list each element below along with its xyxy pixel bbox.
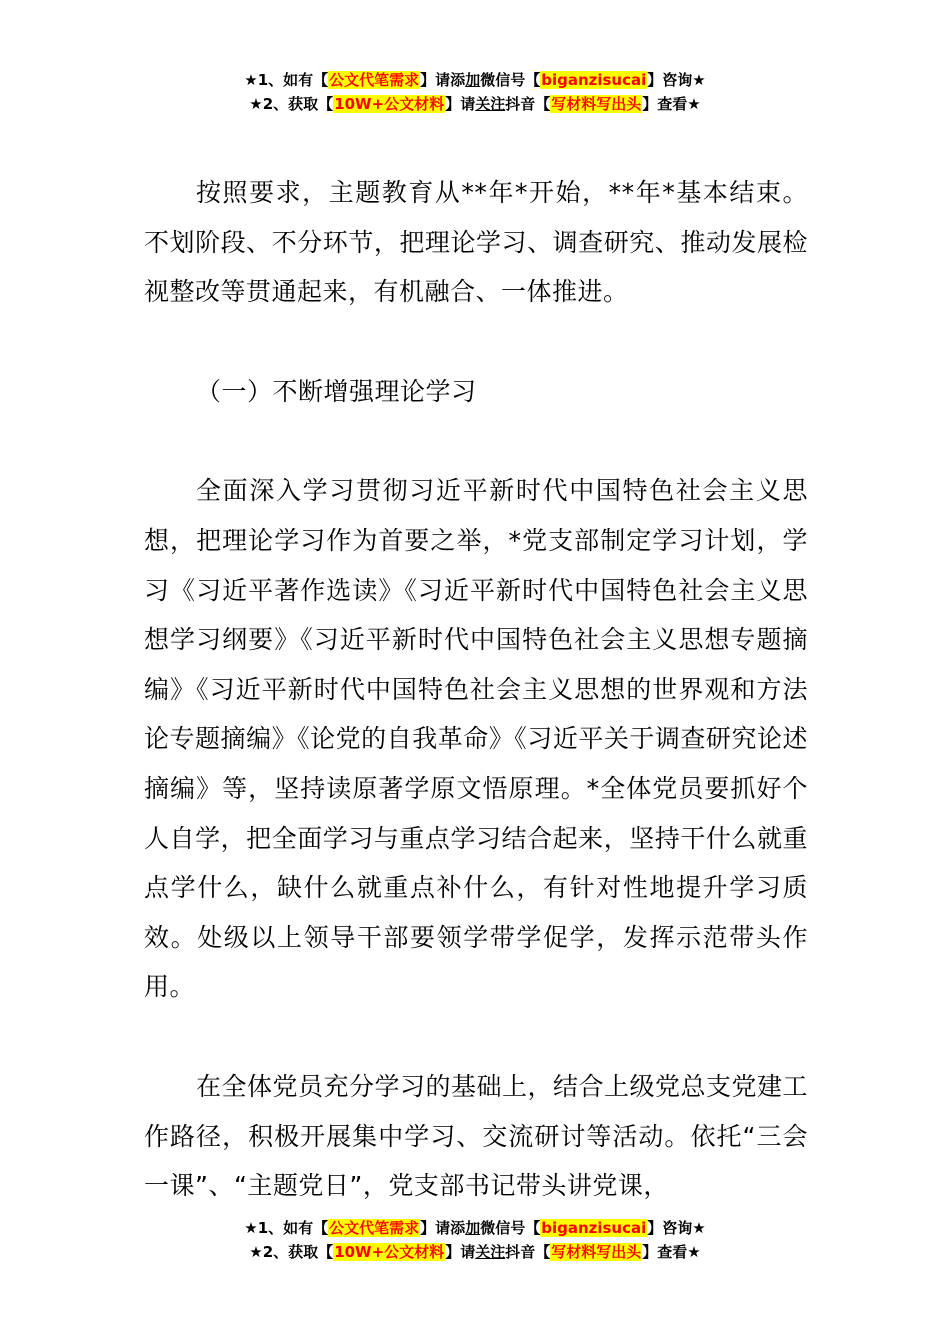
banner-text: 】咨询★: [647, 1219, 706, 1237]
banner-highlight: 10W+公文材料: [334, 95, 445, 113]
banner-text: 】查看★: [642, 1243, 701, 1261]
banner-text: ★2、获取【: [249, 1243, 334, 1261]
banner-text: 抖音【: [505, 1243, 551, 1261]
banner-text: 】咨询★: [647, 71, 706, 89]
paragraph-gap: [144, 416, 808, 466]
banner-text: 】查看★: [642, 95, 701, 113]
paragraph-gap: [144, 1012, 808, 1062]
banner-text: ★1、如有【: [244, 1219, 329, 1237]
banner-text: ★1、如有【: [244, 71, 329, 89]
paragraph-collective-study: 在全体党员充分学习的基础上，结合上级党总支党建工作路径，积极开展集中学习、交流研讨等活动。依托“三会一课”、“主题党日”，党支部书记带头讲党课，: [144, 1071, 809, 1201]
banner-line-2: [0, 1240, 950, 1264]
banner-line-1: [0, 1216, 950, 1240]
banner-text: 微信号【: [480, 1219, 541, 1237]
section-heading: （一）不断增强理论学习: [196, 376, 477, 406]
banner-text: 微信号【: [480, 71, 541, 89]
paragraph-intro: 按照要求，主题教育从**年*开始，**年*基本结束。不划阶段、不分环节，把理论学习、调查研究、推动发展检视整改等贯通起来，有机融合、一体推进。: [144, 178, 808, 307]
banner-underlined: 加: [465, 71, 481, 89]
banner-highlight: 公文代笔需求: [329, 71, 420, 89]
banner-highlight: 公文代笔需求: [329, 1219, 420, 1237]
document-body: [144, 168, 808, 1211]
paragraph-theory-study: 全面深入学习贯彻习近平新时代中国特色社会主义思想，把理论学习作为首要之举，*党支部制定学习计划，学习《习近平著作选读》《习近平新时代中国特色社会主义思想学习纲要》《习近平新时代中国特色社会主义思想专题摘编》《习近平新时代中国特色社会主义思想的世界观和方法论专题摘编》《论党的自我革命》《习近平关于调查研究论述摘编》等，坚持读原著学原文悟原理。*全体党员要抓好个人自学，把全面学习与重点学习结合起来，坚持干什么就重点学什么，缺什么就重点补什么，有针对性地提升学习质效。处级以上领导干部要领学带学促学，发挥示范带头作用。: [144, 476, 808, 1002]
banner-underlined: 关注: [475, 95, 506, 113]
header-banner: [0, 68, 950, 116]
banner-text: 】请添: [420, 1219, 466, 1237]
banner-text: 抖音【: [505, 95, 551, 113]
banner-wechat-id: biganzisucai: [541, 1219, 647, 1237]
banner-text: 】请: [445, 95, 476, 113]
banner-highlight: 10W+公文材料: [334, 1243, 445, 1261]
banner-douyin-id: 写材料写出头: [551, 1243, 642, 1261]
banner-line-1: [0, 68, 950, 92]
banner-wechat-id: biganzisucai: [541, 71, 647, 89]
banner-underlined: 关注: [475, 1243, 506, 1261]
banner-underlined: 加: [465, 1219, 481, 1237]
paragraph-gap: [144, 317, 808, 367]
banner-text: ★2、获取【: [249, 95, 334, 113]
footer-banner: [0, 1216, 950, 1264]
banner-text: 】请: [445, 1243, 476, 1261]
banner-text: 】请添: [420, 71, 466, 89]
banner-line-2: [0, 92, 950, 116]
banner-douyin-id: 写材料写出头: [551, 95, 642, 113]
